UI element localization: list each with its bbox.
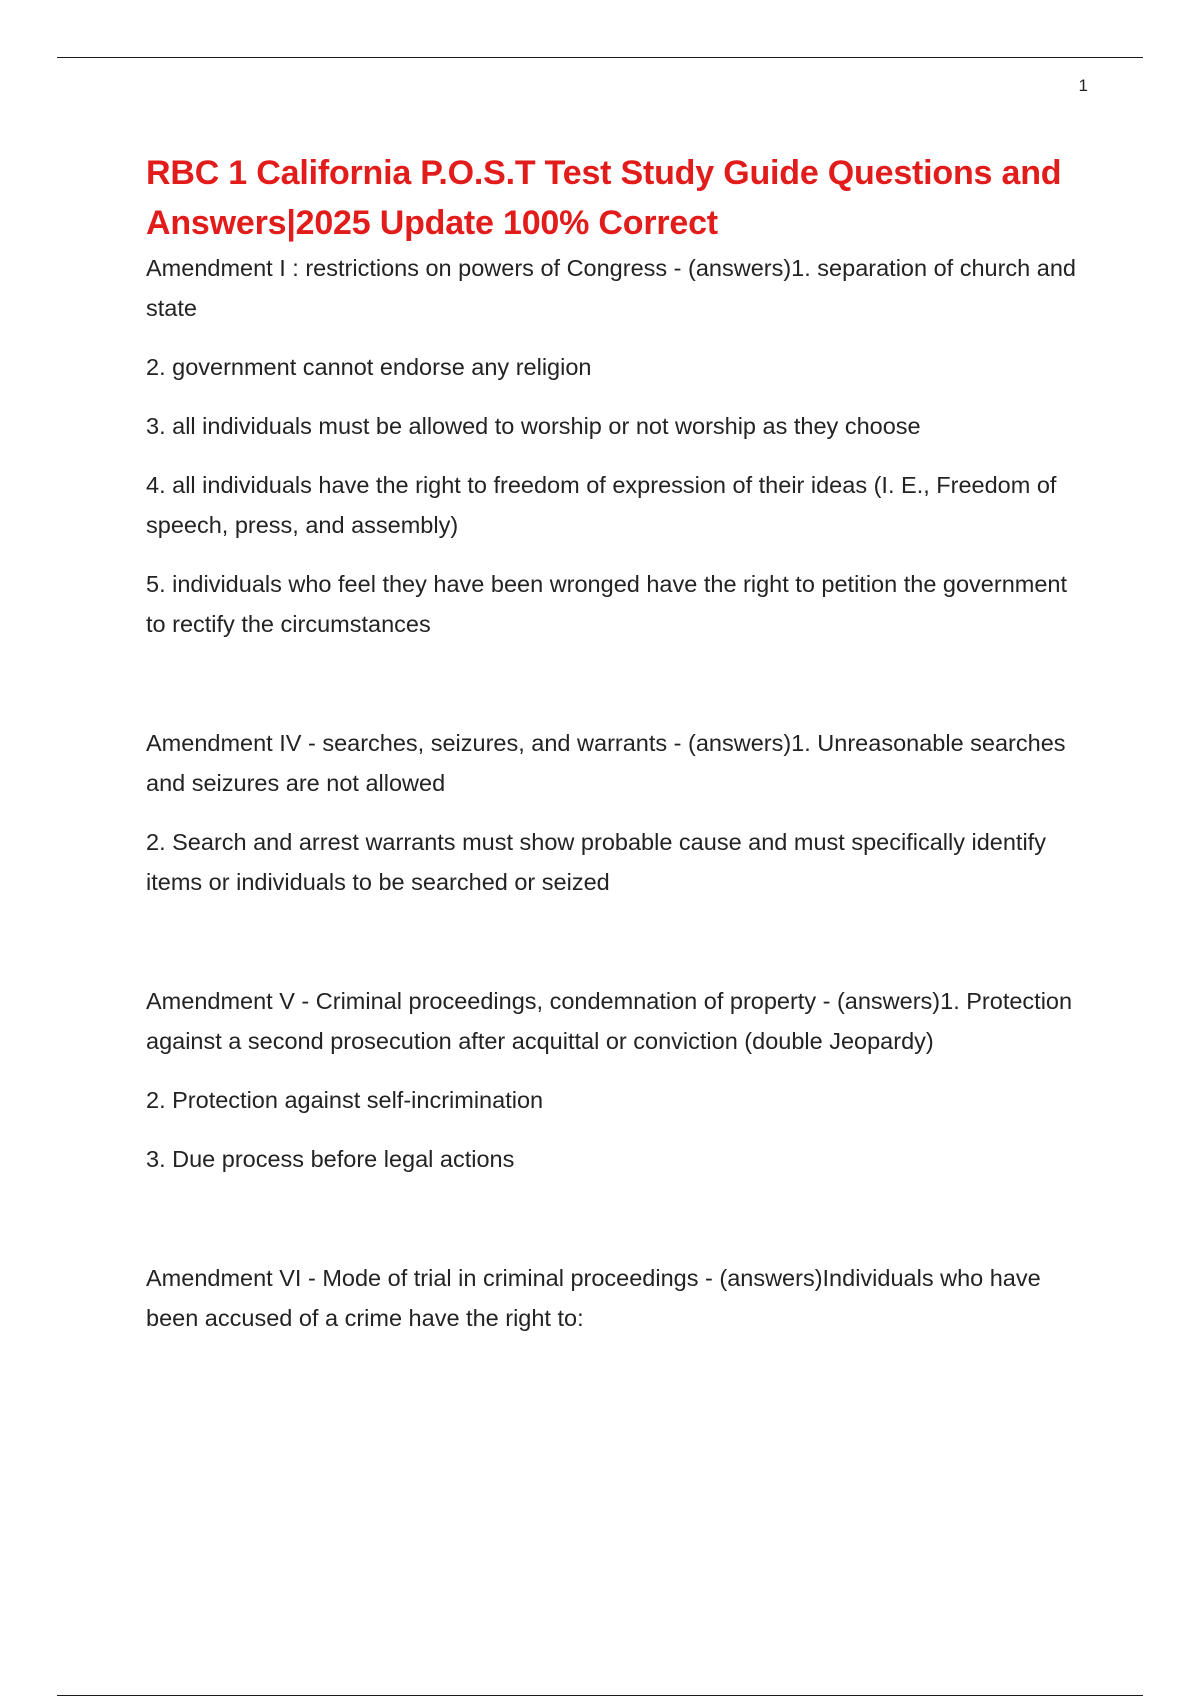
document-content — [146, 148, 1086, 1338]
amendment-1-item: 2. government cannot endorse any religion — [146, 354, 592, 380]
amendment-1-item: 3. all individuals must be allowed to worship or not worship as they choose — [146, 413, 921, 439]
page-number: 1 — [1078, 76, 1088, 95]
section-amendment-1 — [146, 248, 1086, 644]
header-rule — [57, 57, 1143, 58]
footer-rule — [57, 1695, 1143, 1696]
document-title: RBC 1 California P.O.S.T Test Study Guide Questions and Answers|2025 Update 100% Correct — [146, 154, 1062, 242]
amendment-1-item: 5. individuals who feel they have been wronged have the right to petition the government to rectify the circumstances — [146, 571, 1068, 637]
amendment-4-intro: Amendment IV - searches, seizures, and warrants - (answers)1. Unreasonable searches and seizures are not allowed — [146, 730, 1066, 796]
amendment-1-item: 4. all individuals have the right to freedom of expression of their ideas (I. E., Freedom of speech, press, and assembly) — [146, 472, 1057, 538]
amendment-5-item: 2. Protection against self-incrimination — [146, 1087, 544, 1113]
amendment-4-item: 2. Search and arrest warrants must show probable cause and must specifically identify items or individuals to be searched or seized — [146, 829, 1046, 895]
amendment-6-intro: Amendment VI - Mode of trial in criminal proceedings - (answers)Individuals who have been accused of a crime have the right to: — [146, 1265, 1041, 1331]
amendment-5-intro: Amendment V - Criminal proceedings, condemnation of property - (answers)1. Protection against a second prosecution after acquittal or conviction (double Jeopardy) — [146, 988, 1073, 1054]
section-amendment-6 — [146, 1258, 1086, 1338]
section-amendment-4 — [146, 723, 1086, 902]
amendment-5-item: 3. Due process before legal actions — [146, 1146, 515, 1172]
amendment-1-intro: Amendment I : restrictions on powers of Congress - (answers)1. separation of church and state — [146, 255, 1076, 321]
section-amendment-5 — [146, 981, 1086, 1179]
